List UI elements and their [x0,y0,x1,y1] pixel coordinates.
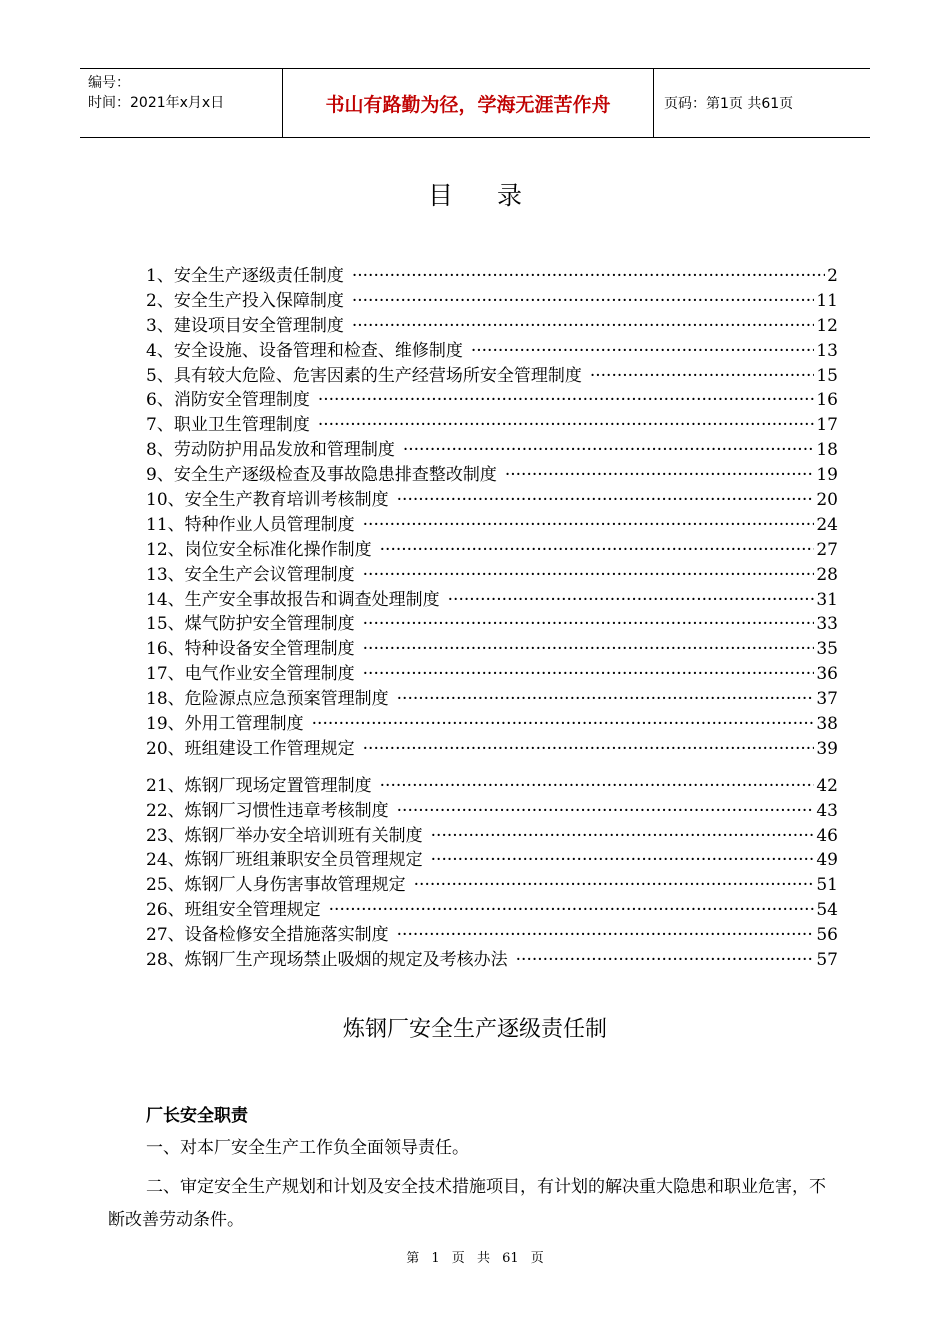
toc-leader-dots [363,612,815,637]
toc-leader-dots [363,513,815,538]
toc-item-label: 22、炼钢厂习惯性违章考核制度 [146,800,389,821]
toc-item[interactable] [146,488,838,513]
toc-leader-dots [352,264,825,289]
toc-item-label: 24、炼钢厂班组兼职安全员管理规定 [146,850,423,871]
toc-item[interactable] [146,737,838,762]
toc-item-page: 17 [816,415,838,436]
toc-item-label: 23、炼钢厂举办安全培训班有关制度 [146,825,423,846]
toc-item-page: 13 [816,340,838,361]
toc-item-label: 20、班组建设工作管理规定 [146,738,355,759]
toc-leader-dots [352,314,815,339]
toc-item[interactable] [146,774,838,799]
toc-item-page: 37 [816,689,838,710]
toc-leader-dots [414,873,815,898]
toc-item-page: 56 [816,925,838,946]
toc-item-label: 13、安全生产会议管理制度 [146,564,355,585]
toc-item[interactable] [146,513,838,538]
toc-item[interactable] [146,948,838,973]
toc-item-label: 26、班组安全管理规定 [146,900,321,921]
toc-leader-dots [431,824,815,849]
toc-item[interactable] [146,898,838,923]
toc-item-page: 18 [816,440,838,461]
toc-item-page: 24 [816,514,838,535]
toc-leader-dots [505,463,815,488]
toc-leader-dots [397,488,815,513]
toc-item-label: 27、设备检修安全措施落实制度 [146,925,389,946]
toc-item[interactable] [146,848,838,873]
toc-leader-dots [471,339,815,364]
toc-item-page: 15 [816,365,838,386]
toc-item-page: 49 [816,850,838,871]
toc-leader-dots [397,799,815,824]
toc-leader-dots [431,848,815,873]
footer-total-pages: 61 [502,1251,519,1266]
toc-item-page: 16 [816,390,838,411]
toc-item-label: 21、炼钢厂现场定置管理制度 [146,775,372,796]
toc-item-label: 17、电气作业安全管理制度 [146,664,355,685]
toc-leader-dots [312,712,815,737]
toc-item-page: 28 [816,564,838,585]
toc-item[interactable] [146,413,838,438]
toc-leader-dots [363,737,815,762]
toc-item-label: 9、安全生产逐级检查及事故隐患排查整改制度 [146,465,497,486]
toc-item-label: 28、炼钢厂生产现场禁止吸烟的规定及考核办法 [146,950,508,971]
toc-item[interactable] [146,873,838,898]
document-header [80,68,870,138]
toc-item-label: 8、劳动防护用品发放和管理制度 [146,440,395,461]
toc-item-page: 43 [816,800,838,821]
header-motto: 书山有路勤为径，学海无涯苦作舟 [282,69,654,137]
toc-leader-dots [590,364,815,389]
toc-leader-dots [403,438,815,463]
toc-item[interactable] [146,637,838,662]
toc-item[interactable] [146,712,838,737]
toc-item[interactable] [146,687,838,712]
toc-leader-dots [380,538,815,563]
section-title: 炼钢厂安全生产逐级责任制 [342,1017,607,1042]
footer-di: 第 [406,1251,420,1266]
toc-item-label: 16、特种设备安全管理制度 [146,639,355,660]
section-subtitle: 厂长安全职责 [146,1106,248,1126]
toc-item-page: 54 [816,900,838,921]
toc-leader-dots [329,898,815,923]
toc-leader-dots [397,923,815,948]
toc-leader-dots [318,388,815,413]
toc-item-label: 18、危险源点应急预案管理制度 [146,689,389,710]
toc-item-page: 38 [816,714,838,735]
toc-item-page: 36 [816,664,838,685]
toc-item-page: 46 [816,825,838,846]
toc-item-page: 19 [816,465,838,486]
toc-item[interactable] [146,438,838,463]
toc-item-page: 27 [816,539,838,560]
toc-item-label: 19、外用工管理制度 [146,714,304,735]
toc-leader-dots [363,662,815,687]
paragraph: 一、对本厂安全生产工作负全面领导责任。 [146,1138,469,1158]
toc-item[interactable] [146,264,838,289]
toc-item-label: 2、安全生产投入保障制度 [146,290,344,311]
header-page-info: 页码：第1页 共61页 [664,96,794,112]
toc-leader-dots [318,413,815,438]
toc-item[interactable] [146,588,838,613]
toc-item-page: 20 [816,490,838,511]
toc-item[interactable] [146,339,838,364]
toc-item-page: 12 [816,315,838,336]
toc-item-page: 57 [816,950,838,971]
toc-item[interactable] [146,662,838,687]
toc-item[interactable] [146,824,838,849]
toc-leader-dots [352,289,815,314]
toc-item[interactable] [146,314,838,339]
toc-leader-dots [448,588,815,613]
toc-item-label: 3、建设项目安全管理制度 [146,315,344,336]
header-meta-cell [80,69,282,137]
toc-item-page: 31 [816,589,838,610]
toc-leader-dots [363,563,815,588]
time-label: 时间：2021年x月x日 [88,95,225,111]
footer-ye: 页 [451,1251,465,1266]
toc-item-page: 42 [816,775,838,796]
toc-item-page: 2 [827,266,838,286]
toc-item-page: 33 [816,614,838,635]
toc-item-label: 7、职业卫生管理制度 [146,415,310,436]
toc-item[interactable] [146,799,838,824]
toc-item-label: 12、岗位安全标准化操作制度 [146,539,372,560]
footer-gong: 共 [476,1251,490,1266]
toc-item[interactable] [146,388,838,413]
toc-item-label: 10、安全生产教育培训考核制度 [146,490,389,511]
toc-item[interactable] [146,289,838,314]
toc-item-page: 39 [816,738,838,759]
number-label: 编号： [88,75,130,91]
toc-item-label: 6、消防安全管理制度 [146,390,310,411]
toc-item-label: 11、特种作业人员管理制度 [146,514,355,535]
toc-title: 目录 [427,181,566,210]
paragraph: 二、审定安全生产规划和计划及安全技术措施项目，有计划的解决重大隐患和职业危害，不断改善劳动条件。 [108,1177,826,1230]
toc-item[interactable] [146,538,838,563]
toc-item[interactable] [146,612,838,637]
footer-ye: 页 [530,1251,544,1266]
toc-item-label: 4、安全设施、设备管理和检查、维修制度 [146,340,463,361]
table-of-contents [146,264,838,973]
toc-item-label: 15、煤气防护安全管理制度 [146,614,355,635]
toc-item-label: 1、安全生产逐级责任制度 [146,266,344,286]
toc-item-label: 14、生产安全事故报告和调查处理制度 [146,589,440,610]
toc-item[interactable] [146,923,838,948]
toc-item-page: 35 [816,639,838,660]
toc-item[interactable] [146,463,838,488]
toc-leader-dots [363,637,815,662]
toc-item[interactable] [146,563,838,588]
toc-leader-dots [397,687,815,712]
toc-item-label: 5、具有较大危险、危害因素的生产经营场所安全管理制度 [146,365,582,386]
toc-item-label: 25、炼钢厂人身伤害事故管理规定 [146,875,406,896]
toc-item-page: 51 [816,875,838,896]
page-footer [0,1247,950,1266]
toc-leader-dots [516,948,815,973]
toc-leader-dots [380,774,815,799]
toc-item[interactable] [146,364,838,389]
footer-current-page: 1 [431,1251,440,1266]
toc-item-page: 11 [816,290,838,311]
